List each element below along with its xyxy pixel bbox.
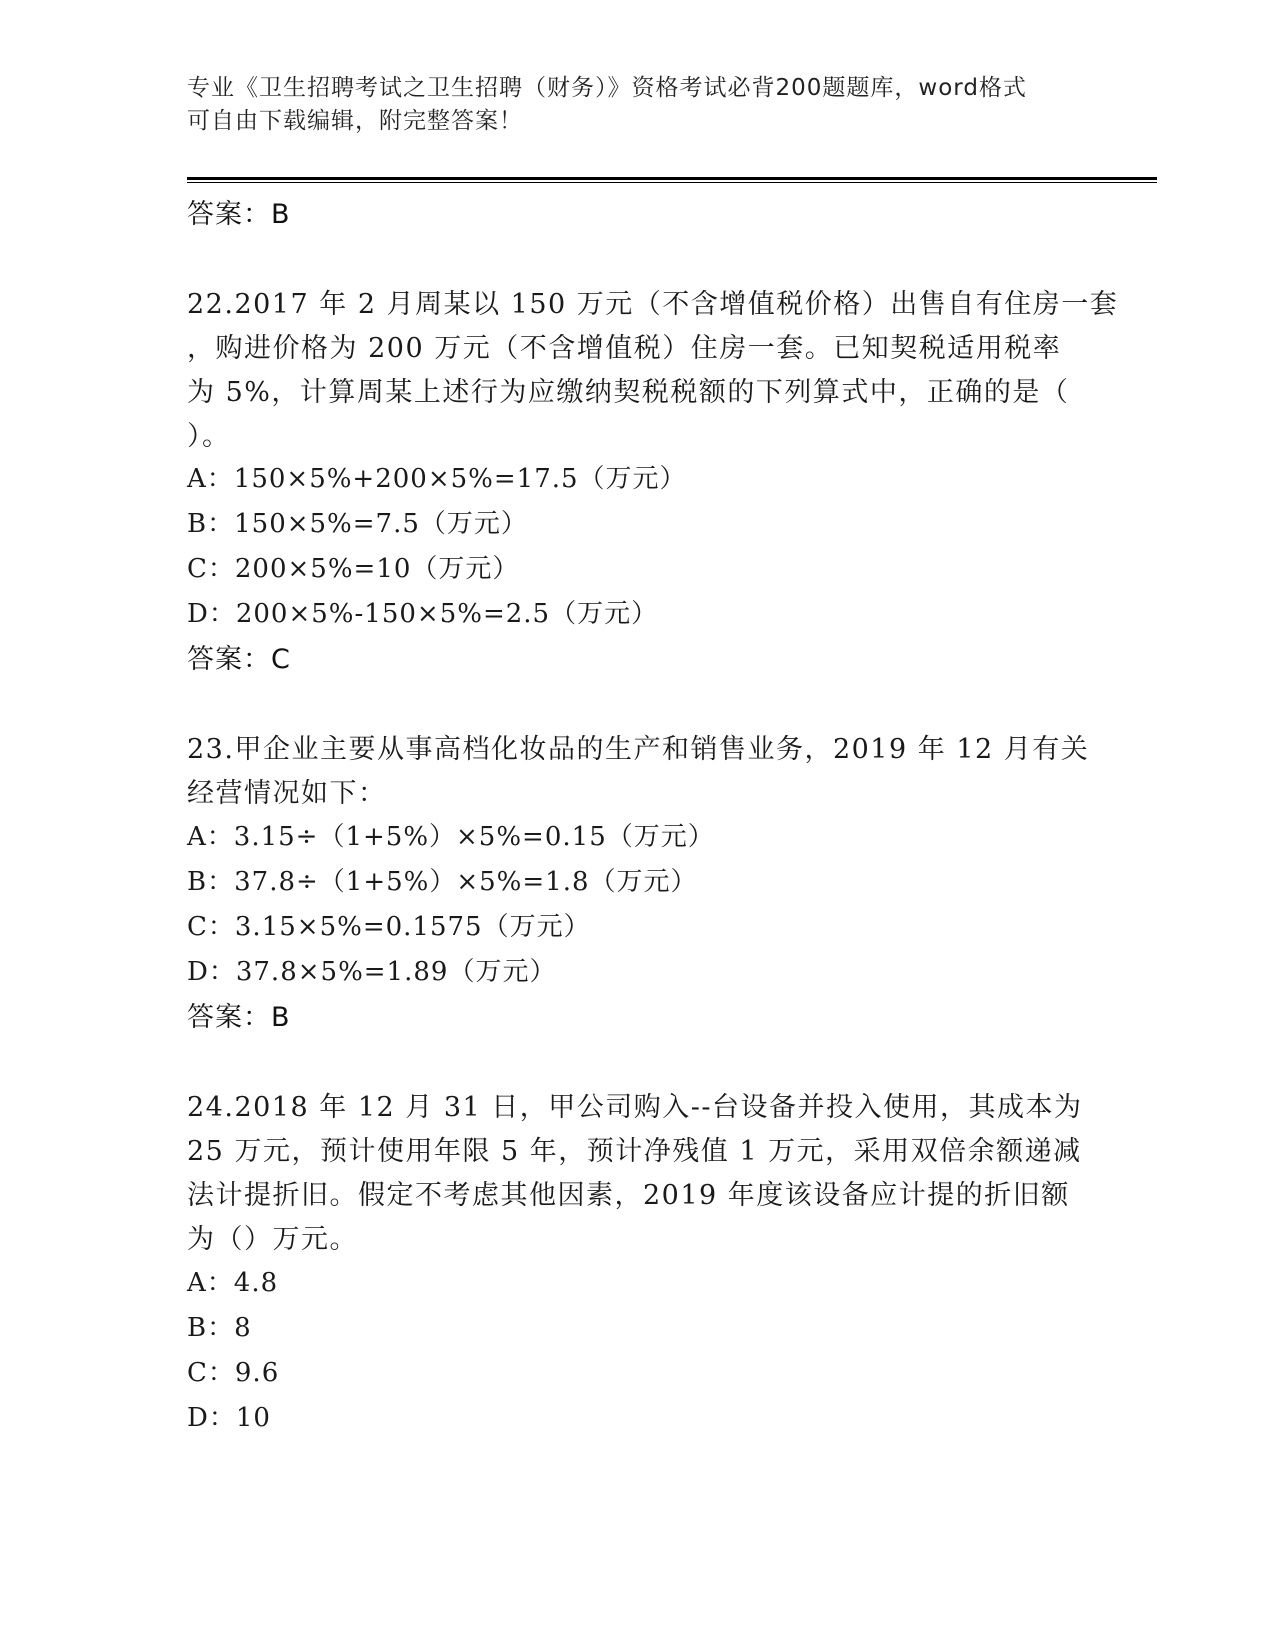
question-22-answer: 答案：C bbox=[187, 644, 291, 675]
question-23-option-b: B：37.8÷（1+5%）×5%=1.8（万元） bbox=[187, 867, 698, 897]
question-22-line-1: 22.2017 年 2 月周某以 150 万元（不含增值税价格）出售自有住房一套 bbox=[187, 289, 1119, 320]
question-24-line-2: 25 万元，预计使用年限 5 年，预计净残值 1 万元，采用双倍余额递减 bbox=[187, 1136, 1082, 1167]
question-22-line-3: 为 5%，计算周某上述行为应缴纳契税税额的下列算式中，正确的是（ bbox=[187, 377, 1070, 408]
header-divider-thin bbox=[187, 182, 1157, 183]
question-22-option-d: D：200×5%-150×5%=2.5（万元） bbox=[187, 599, 659, 629]
question-22-option-a: A：150×5%+200×5%=17.5（万元） bbox=[187, 464, 687, 494]
question-23-answer: 答案：B bbox=[187, 1002, 291, 1033]
header-divider-thick bbox=[187, 177, 1157, 180]
answer-label: 答案：B bbox=[187, 199, 291, 230]
question-23-option-a: A：3.15÷（1+5%）×5%=0.15（万元） bbox=[187, 822, 715, 852]
question-24-option-b: B：8 bbox=[187, 1313, 252, 1343]
question-23-option-d: D：37.8×5%=1.89（万元） bbox=[187, 957, 557, 987]
document-header bbox=[187, 72, 1087, 138]
question-22-option-b: B：150×5%=7.5（万元） bbox=[187, 509, 528, 539]
question-22-line-4: ）。 bbox=[187, 421, 231, 452]
question-23-line-1: 23.甲企业主要从事高档化妆品的生产和销售业务，2019 年 12 月有关 bbox=[187, 734, 1090, 765]
question-24-option-d: D：10 bbox=[187, 1403, 271, 1433]
header-line-1: 专业《卫生招聘考试之卫生招聘（财务）》资格考试必背200题题库，word格式 bbox=[187, 75, 1027, 101]
question-24-line-1: 24.2018 年 12 月 31 日，甲公司购入--台设备并投入使用，其成本为 bbox=[187, 1092, 1083, 1123]
question-24-option-a: A：4.8 bbox=[187, 1268, 279, 1298]
question-22-option-c: C：200×5%=10（万元） bbox=[187, 554, 520, 584]
question-24-line-3: 法计提折旧。假定不考虑其他因素，2019 年度该设备应计提的折旧额 bbox=[187, 1180, 1070, 1211]
question-24-line-4: 为（）万元。 bbox=[187, 1224, 358, 1255]
question-24-option-c: C：9.6 bbox=[187, 1358, 280, 1388]
header-line-2: 可自由下载编辑，附完整答案！ bbox=[187, 108, 523, 134]
question-22-line-2: ，购进价格为 200 万元（不含增值税）住房一套。已知契税适用税率 bbox=[187, 333, 1062, 364]
question-23-option-c: C：3.15×5%=0.1575（万元） bbox=[187, 912, 591, 942]
question-23-line-2: 经营情况如下： bbox=[187, 778, 387, 809]
